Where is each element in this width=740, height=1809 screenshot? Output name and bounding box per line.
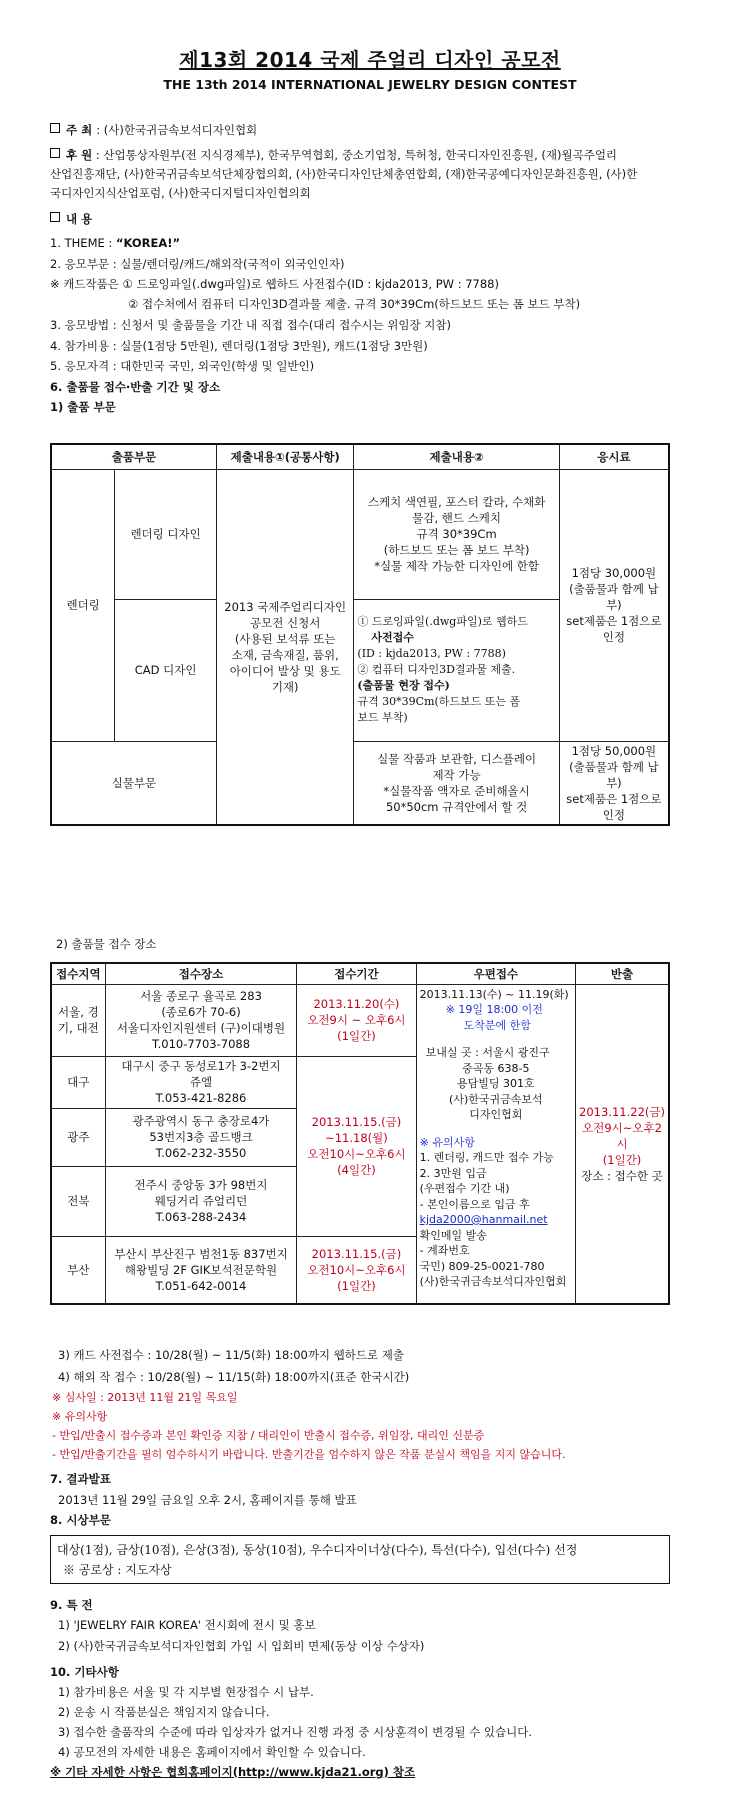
place-cell: 전주시 중앙동 3가 98번지 웨딩거리 쥬얼리던 T.063-288-2434	[105, 1166, 297, 1236]
period-cell: 2013.11.15.(금) ~11.18(월) 오전10시~오후6시 (4일간)	[297, 1056, 416, 1236]
special-1: 1) 'JEWELRY FAIR KOREA' 전시회에 전시 및 홍보	[58, 1618, 316, 1632]
checkbox-icon	[50, 123, 60, 133]
etc-title: 10. 기타사항	[50, 1665, 119, 1679]
email-link[interactable]: kjda2000@hanmail.net	[419, 1213, 548, 1226]
physical-content-cell: 실물 작품과 보관함, 디스플레이 제작 가능 *실물작품 액자로 준비해올시 50*50cm 규격안에서 할 것	[354, 741, 559, 825]
place-cell: 대구시 중구 동성로1가 3-2번지 쥬엘 T.053-421-8286	[105, 1056, 297, 1108]
physical-cell: 실물부문	[51, 741, 216, 825]
rendering-cell: 렌더링	[51, 469, 115, 741]
etc-3: 3) 접수한 출품작의 수준에 따라 입상자가 없거나 진행 과정 중 시상훈격이 변경될 수 있습니다.	[58, 1725, 533, 1739]
sponsor-line-3: 국디자인지식산업포럼, (사)한국디지털디자인협의회	[50, 186, 311, 200]
judging-line: ※ 심사일 : 2013년 11월 21일 목요일	[52, 1391, 238, 1404]
table-header: 접수기간	[297, 963, 416, 984]
etc-1: 1) 참가비용은 서울 및 각 지부별 현장접수 시 납부.	[58, 1685, 314, 1699]
result-line: 2013년 11월 29일 금요일 오후 2시, 홈페이지를 통해 발표	[58, 1493, 357, 1507]
entry-table	[50, 443, 670, 826]
table-header: 반출	[576, 963, 669, 984]
etc-4: 4) 공모전의 자세한 내용은 홈페이지에서 확인할 수 있습니다.	[58, 1745, 366, 1759]
table-header: 접수지역	[51, 963, 105, 984]
sponsor-line: 후 원 : 산업통상자원부(전 지식경제부), 한국무역협회, 중소기업청, 특허청, 한국디자인진흥원, (재)월곡주얼리	[50, 147, 617, 163]
page-subtitle: THE 13th 2014 INTERNATIONAL JEWELRY DESIGN CONTEST	[163, 77, 577, 92]
region-cell: 부산	[51, 1236, 105, 1304]
sub-heading-1: 1) 출품 부문	[50, 400, 116, 414]
method-line: 3. 응모방법 : 신청서 및 출품물을 기간 내 직접 접수(대리 접수시는 위임장 지참)	[50, 318, 451, 332]
overseas-line: 4) 해외 작 접수 : 10/28(월) ~ 11/15(화) 18:00까지(표준 한국시간)	[58, 1370, 410, 1384]
region-cell: 서울, 경기, 대전	[51, 984, 105, 1056]
cad-pre-line: 3) 캐드 사전접수 : 10/28(월) ~ 11/5(화) 18:00까지 웹하드로 제출	[58, 1348, 405, 1362]
rendering-design-cell: 렌더링 디자인	[115, 469, 217, 599]
sub-heading-2: 2) 출품물 접수 장소	[56, 937, 157, 951]
table-header: 제출내용①(공통사항)	[216, 444, 354, 469]
period-heading: 6. 출품물 접수·반출 기간 및 장소	[50, 380, 221, 394]
physical-fee-cell: 1점당 50,000원 (출품물과 함께 납부) set제품은 1점으로 인정	[559, 741, 669, 825]
region-cell: 전북	[51, 1166, 105, 1236]
place-cell: 광주광역시 동구 충장로4가 53번지3층 골드뱅크 T.062-232-3550	[105, 1108, 297, 1166]
cad-content-cell: ① 드로잉파일(.dwg파일)로 웹하드 사전접수 (ID : kjda2013, PW : 7788) ② 컴퓨터 디자인3D결과물 제출. (출품물 현장 접수) 규격 30*39Cm(하드보드 또는 폼 보드 부착)	[354, 599, 559, 741]
period-cell: 2013.11.15.(금) 오전10시~오후6시 (1일간)	[297, 1236, 416, 1304]
checkbox-icon	[50, 212, 60, 222]
special-title: 9. 특 전	[50, 1598, 93, 1612]
host-line: 주 최 : (사)한국귀금속보석디자인협회	[50, 122, 257, 138]
sponsor-line-2: 산업진흥재단, (사)한국귀금속보석단체장협의회, (사)한국디자인단체총연합회, (재)한국공예디자인문화진흥원, (사)한	[50, 167, 638, 181]
table-header: 우편접수	[416, 963, 575, 984]
special-2: 2) (사)한국귀금속보석디자인협회 가입 시 입회비 면제(동상 이상 수상자)	[58, 1639, 425, 1653]
cad-design-cell: CAD 디자인	[115, 599, 217, 741]
region-cell: 대구	[51, 1056, 105, 1108]
return-cell: 2013.11.22(금) 오전9시~오후2시 (1일간) 장소 : 접수한 곳	[576, 984, 669, 1304]
notes-title: ※ 유의사항	[52, 1410, 108, 1423]
table-header: 출품부문	[51, 444, 216, 469]
prize-title: 8. 시상부문	[50, 1513, 111, 1527]
checkbox-icon	[50, 148, 60, 158]
etc-2: 2) 운송 시 작품분실은 책임지지 않습니다.	[58, 1705, 270, 1719]
mail-cell: 2013.11.13(수) ~ 11.19(화) ※ 19일 18:00 이전 도착분에 한함 보내실 곳 : 서울시 광진구 중곡동 638-5 용담빌딩 301호 (사)한국귀금속보석 디자인협회 ※ 유의사항 1. 렌더링, 캐드만 접수 가능 2. 3만원 입금 (우편접수 기간 내) - 본인이름으로 입금 후 kjda2000@hanmail.net 확인메일 발송 - 계좌번호 국민) 809-25-0021-780 (사)한국귀금속보석디자인협회	[416, 984, 575, 1304]
place-cell: 서울 종로구 율곡로 283 (종로6가 70-6) 서울디자인지원센터 (구)이대병원 T.010-7703-7088	[105, 984, 297, 1056]
contents-label: 내 용	[50, 211, 92, 227]
note-2: - 반입/반출기간을 필히 엄수하시기 바랍니다. 반출기간을 엄수하지 않은 작품 분실시 책임을 지지 않습니다.	[52, 1448, 566, 1461]
prize-line-2: ※ 공로상 : 지도자상	[63, 1563, 172, 1577]
result-title: 7. 결과발표	[50, 1472, 111, 1486]
theme-line: 1. THEME : “KOREA!”	[50, 236, 181, 250]
location-table	[50, 962, 670, 1305]
region-cell: 광주	[51, 1108, 105, 1166]
footer-link[interactable]: ※ 기타 자세한 사항은 협회홈페이지(http://www.kjda21.org) 참조	[50, 1765, 416, 1779]
cad-note-1: ※ 캐드작품은 ① 드로잉파일(.dwg파일)로 웹하드 사전접수(ID : kjda2013, PW : 7788)	[50, 277, 499, 291]
table-header: 제출내용②	[354, 444, 559, 469]
table-header: 접수장소	[105, 963, 297, 984]
common-content-cell: 2013 국제주얼리디자인 공모전 신청서 (사용된 보석류 또는 소재, 금속재질, 품위, 아이디어 발상 및 용도 기재)	[216, 469, 354, 825]
period-cell: 2013.11.20(수) 오전9시 ~ 오후6시 (1일간)	[297, 984, 416, 1056]
prize-box	[50, 1535, 670, 1584]
note-1: - 반입/반출시 접수증과 본인 확인증 지참 / 대리인이 반출시 접수증, 위임장, 대리인 신분증	[52, 1429, 485, 1442]
table-header: 응시료	[559, 444, 669, 469]
division-line: 2. 응모부문 : 실물/렌더링/캐드/해외작(국적이 외국인인자)	[50, 257, 345, 271]
fee-line: 4. 참가비용 : 실물(1점당 5만원), 렌더링(1점당 3만원), 캐드(1점당 3만원)	[50, 339, 428, 353]
rendering-fee-cell: 1점당 30,000원 (출품물과 함께 납부) set제품은 1점으로 인정	[559, 469, 669, 741]
qualification-line: 5. 응모자격 : 대한민국 국민, 외국인(학생 및 일반인)	[50, 359, 315, 373]
cad-note-2: ② 접수처에서 컴퓨터 디자인3D결과물 제출. 규격 30*39Cm(하드보드 또는 폼 보드 부착)	[128, 297, 581, 311]
rendering-content-cell: 스케치 색연필, 포스터 칼라, 수채화 물감, 핸드 스케치 규격 30*39Cm (하드보드 또는 폼 보드 부착) *실물 제작 가능한 디자인에 한함	[354, 469, 559, 599]
prize-line: 대상(1점), 금상(10점), 은상(3점), 동상(10점), 우수디자이너상(다수), 특선(다수), 입선(다수) 선정	[57, 1543, 578, 1557]
page-title: 제13회 2014 국제 주얼리 디자인 공모전	[179, 48, 561, 72]
place-cell: 부산시 부산진구 범천1동 837번지 해왕빌딩 2F GIK보석전문학원 T.051-642-0014	[105, 1236, 297, 1304]
